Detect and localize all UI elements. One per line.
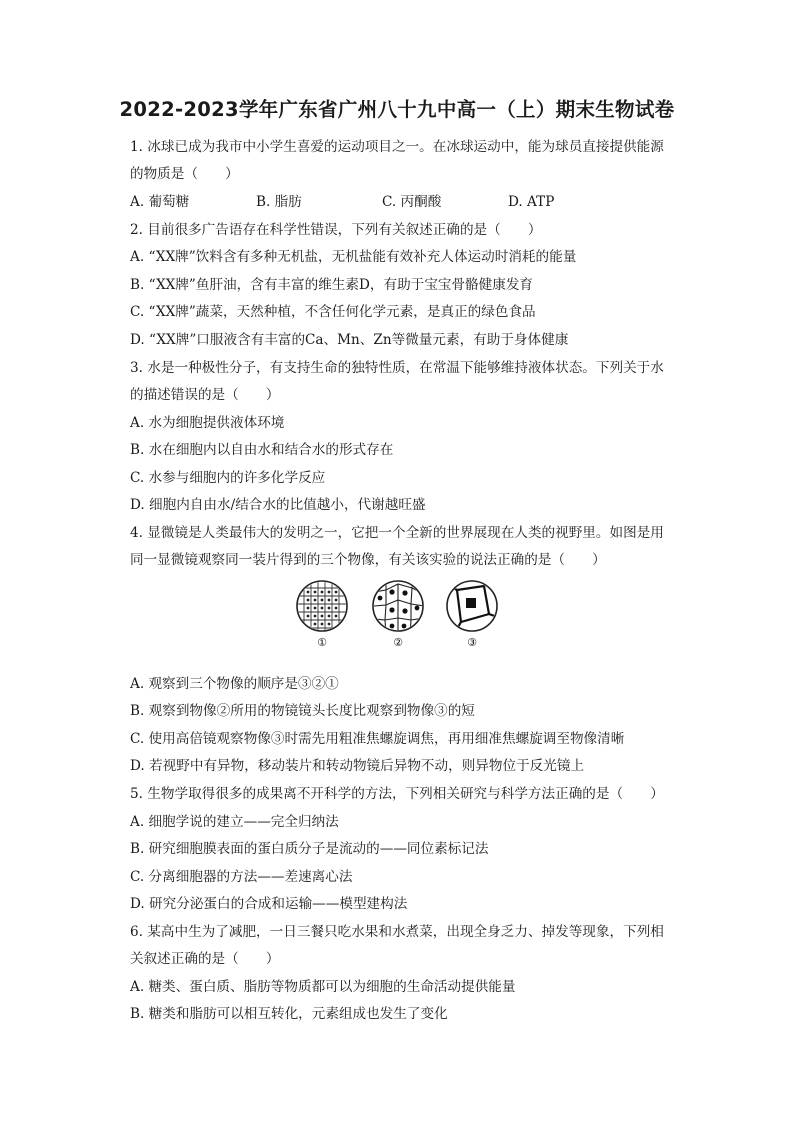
q6-option-a: A. 糖类、蛋白质、脂肪等物质都可以为细胞的生命活动提供能量 xyxy=(130,979,516,995)
q5-option-c: C. 分离细胞器的方法——差速离心法 xyxy=(130,869,353,885)
q2-option-b: B. “XX牌”鱼肝油，含有丰富的维生素D，有助于宝宝骨骼健康发育 xyxy=(130,277,534,293)
q4-stem-line-1: 4. 显微镜是人类最伟大的发明之一，它把一个全新的世界展现在人类的视野里。如图是用 xyxy=(130,525,664,541)
microscope-image-3 xyxy=(446,578,500,634)
figure-label-1: ① xyxy=(317,636,327,649)
q5-stem-line-1: 5. 生物学取得很多的成果离不开科学的方法，下列相关研究与科学方法正确的是（ ） xyxy=(130,786,664,802)
q1-option-b: B. 脂肪 xyxy=(256,194,302,210)
q3-option-b: B. 水在细胞内以自由水和结合水的形式存在 xyxy=(130,442,394,458)
q6-stem-line-2: 关叙述正确的是（ ） xyxy=(130,951,280,967)
figure-label-2: ② xyxy=(393,636,403,649)
figure-label-3: ③ xyxy=(467,636,477,649)
q1-stem-line-1: 1. 冰球已成为我市中小学生喜爱的运动项目之一。在冰球运动中，能为球员直接提供能源 xyxy=(130,139,664,155)
q2-option-a: A. “XX牌”饮料含有多种无机盐，无机盐能有效补充人体运动时消耗的能量 xyxy=(130,249,577,265)
q6-stem-line-1: 6. 某高中生为了减肥，一日三餐只吃水果和水煮菜，出现全身乏力、掉发等现象，下列相 xyxy=(130,924,664,940)
q5-option-a: A. 细胞学说的建立——完全归纳法 xyxy=(130,814,339,830)
microscope-images-figure xyxy=(294,578,504,650)
q3-stem-line-1: 3. 水是一种极性分子，有支持生命的独特性质，在常温下能够维持液体状态。下列关于水 xyxy=(130,360,664,376)
q4-option-a: A. 观察到三个物像的顺序是③②① xyxy=(130,676,339,692)
q4-stem-line-2: 同一显微镜观察同一装片得到的三个物像，有关该实验的说法正确的是（ ） xyxy=(130,552,606,568)
q6-option-b: B. 糖类和脂肪可以相互转化，元素组成也发生了变化 xyxy=(130,1006,448,1022)
q2-option-d: D. “XX牌”口服液含有丰富的Ca、Mn、Zn等微量元素，有助于身体健康 xyxy=(130,332,569,348)
q1-stem-line-2: 的物质是（ ） xyxy=(130,166,239,182)
q4-option-d: D. 若视野中有异物，移动装片和转动物镜后异物不动，则异物位于反光镜上 xyxy=(130,758,585,774)
q3-option-c: C. 水参与细胞内的许多化学反应 xyxy=(130,470,326,486)
q1-option-d: D. ATP xyxy=(508,194,555,210)
q1-option-c: C. 丙酮酸 xyxy=(382,194,442,210)
q2-stem-line-1: 2. 目前很多广告语存在科学性错误，下列有关叙述正确的是（ ） xyxy=(130,222,542,238)
q4-option-b: B. 观察到物像②所用的物镜镜头长度比观察到物像③的短 xyxy=(130,703,475,719)
q3-option-a: A. 水为细胞提供液体环境 xyxy=(130,415,285,431)
q3-option-d: D. 细胞内自由水/结合水的比值越小，代谢越旺盛 xyxy=(130,497,426,513)
microscope-image-2 xyxy=(373,580,424,634)
microscope-image-1 xyxy=(294,578,350,634)
q5-option-b: B. 研究细胞膜表面的蛋白质分子是流动的——同位素标记法 xyxy=(130,841,489,857)
q1-option-a: A. 葡萄糖 xyxy=(130,194,190,210)
q4-option-c: C. 使用高倍镜观察物像③时需先用粗准焦螺旋调焦，再用细准焦螺旋调至物像清晰 xyxy=(130,731,625,747)
page-title: 2022-2023学年广东省广州八十九中高一（上）期末生物试卷 xyxy=(119,98,675,121)
q3-stem-line-2: 的描述错误的是（ ） xyxy=(130,387,280,403)
q2-option-c: C. “XX牌”蔬菜，天然种植，不含任何化学元素，是真正的绿色食品 xyxy=(130,304,536,320)
q5-option-d: D. 研究分泌蛋白的合成和运输——模型建构法 xyxy=(130,896,408,912)
